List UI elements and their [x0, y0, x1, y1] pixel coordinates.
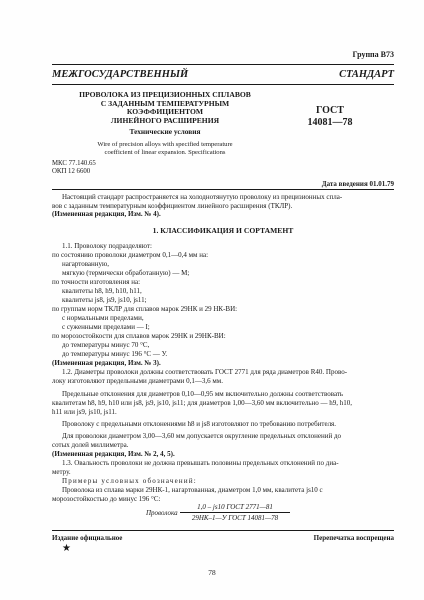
body-line: локу изготовляют предельными диаметрами 0,1—3,6 мм.	[52, 377, 223, 385]
body-line: Проволоку с предельными отклонениями h8 и js8 изготовляют по требованию потребителя.	[62, 420, 337, 428]
document-title	[60, 91, 270, 125]
body-line: нагартованную,	[62, 260, 109, 268]
title-line: ПРОВОЛОКА ИЗ ПРЕЦИЗИОННЫХ СПЛАВОВ	[79, 90, 251, 99]
gost-number: 14081—78	[307, 117, 353, 128]
official-edition-label: Издание официальное	[52, 534, 123, 542]
title-line: КОЭФФИЦИЕНТОМ	[126, 107, 204, 117]
body-line: Для проволоки диаметром 3,00—3,60 мм допускается округление предельных отклонений до	[62, 432, 342, 440]
english-title	[60, 141, 270, 157]
top-rule	[52, 64, 394, 65]
document-subtitle: Технические условия	[129, 127, 201, 136]
body-line: по морозостойкости для сплавов марок 29НК и 29НК-ВИ:	[52, 332, 226, 340]
body-line: с нормальными пределами,	[62, 314, 144, 322]
intro-paragraph	[52, 193, 394, 219]
body-line: морозостойкостью до минус 196 °С:	[52, 495, 161, 503]
body-line: мягкую (термически обработанную) — М;	[62, 269, 190, 277]
english-title-line: Wire of precision alloys with specified temperature	[97, 141, 233, 148]
title-line: С ЗАДАННЫМ ТЕМПЕРАТУРНЫМ	[100, 98, 230, 108]
gost-label: ГОСТ	[316, 105, 344, 116]
intro-line: Настоящий стандарт распространяется на холоднотянутую проволоку из прецизионных спла-	[62, 193, 343, 201]
body-line: по точности изготовления на:	[52, 278, 141, 286]
body-line: до температуры минус 70 °С,	[62, 341, 150, 349]
body-line: по группам норм ТКЛР для сплавов марок 29НК и 29 НК-ВИ:	[52, 305, 238, 313]
body-line: Проволока из сплава марки 29НК-1, нагартованная, диаметром 1,0 мм, квалитета js10 с	[62, 486, 323, 494]
amendment-note: (Измененная редакция, Изм. № 3).	[52, 359, 161, 367]
body-line: квалитеты h8, h9, h10, h11,	[62, 287, 142, 295]
body-line: Предельные отклонения для диаметров 0,10—0,95 мм включительно должны соответствовать	[62, 390, 344, 398]
standard-type-heading: МЕЖГОСУДАРСТВЕННЫЙ СТАНДАРТ	[52, 69, 394, 80]
body-line: с суженными пределами — I;	[62, 323, 150, 331]
formula-label: Проволока	[146, 509, 178, 517]
examples-heading: Примеры условных обозначений:	[62, 477, 197, 485]
formula-numerator: 1,0 – js10 ГОСТ 2771—81	[180, 503, 290, 513]
reprint-prohibited-label: Перепечатка воспрещена	[313, 534, 394, 542]
title-line: ЛИНЕЙНОГО РАСШИРЕНИЯ	[110, 115, 220, 125]
heading-rule	[52, 84, 394, 85]
body-line: сотых долей миллиметра.	[52, 441, 129, 449]
body-line: по состоянию проволоки диаметром 0,1—0,4 мм на:	[52, 251, 209, 259]
mks-code: МКС 77.140.65	[52, 160, 96, 167]
page-number: 78	[208, 568, 216, 577]
body-line: 1.1. Проволоку подразделяют:	[62, 242, 152, 250]
body-line: 1.3. Овальность проволоки не должна превышать половины предельных отклонений по диа-	[62, 459, 339, 467]
group-code: Группа В73	[352, 50, 394, 59]
footer-rule	[52, 530, 394, 531]
date-rule	[52, 189, 394, 190]
body-line: квалитеты js8, js9, js10, js11;	[62, 296, 147, 304]
formula-denominator: 29НК–1—У ГОСТ 14081—78	[191, 514, 279, 522]
star-icon: ★	[62, 543, 71, 554]
effective-date: Дата введения 01.01.79	[321, 180, 394, 188]
section-heading: 1. КЛАССИФИКАЦИЯ И СОРТАМЕНТ	[152, 226, 294, 235]
body-line: метру.	[52, 468, 71, 476]
classification-codes	[52, 160, 96, 177]
okp-code: ОКП 12 6600	[52, 168, 91, 176]
body-line: до температуры минус 196 °С — У.	[62, 350, 168, 358]
english-title-line: coefficient of linear expansion. Specifications	[104, 149, 226, 156]
amendment-note: (Измененная редакция, Изм. № 2, 4, 5).	[52, 450, 175, 458]
body-line: квалитетам h8, h9, h10 или js8, js9, js10, js11; для диаметров 1,00—3,60 мм включительно — h9, h10,	[52, 399, 353, 407]
amendment-note: (Измененная редакция, Изм. № 4).	[52, 210, 161, 219]
intro-line: вов с заданным температурным коэффициентом линейного расширения (ТКЛР).	[52, 201, 293, 210]
body-line: 1.2. Диаметры проволоки должны соответствовать ГОСТ 2771 для ряда диаметров R40. Прово-	[62, 368, 348, 376]
body-line: h11 или js9, js10, js11.	[52, 408, 117, 416]
gost-designation	[300, 105, 360, 129]
